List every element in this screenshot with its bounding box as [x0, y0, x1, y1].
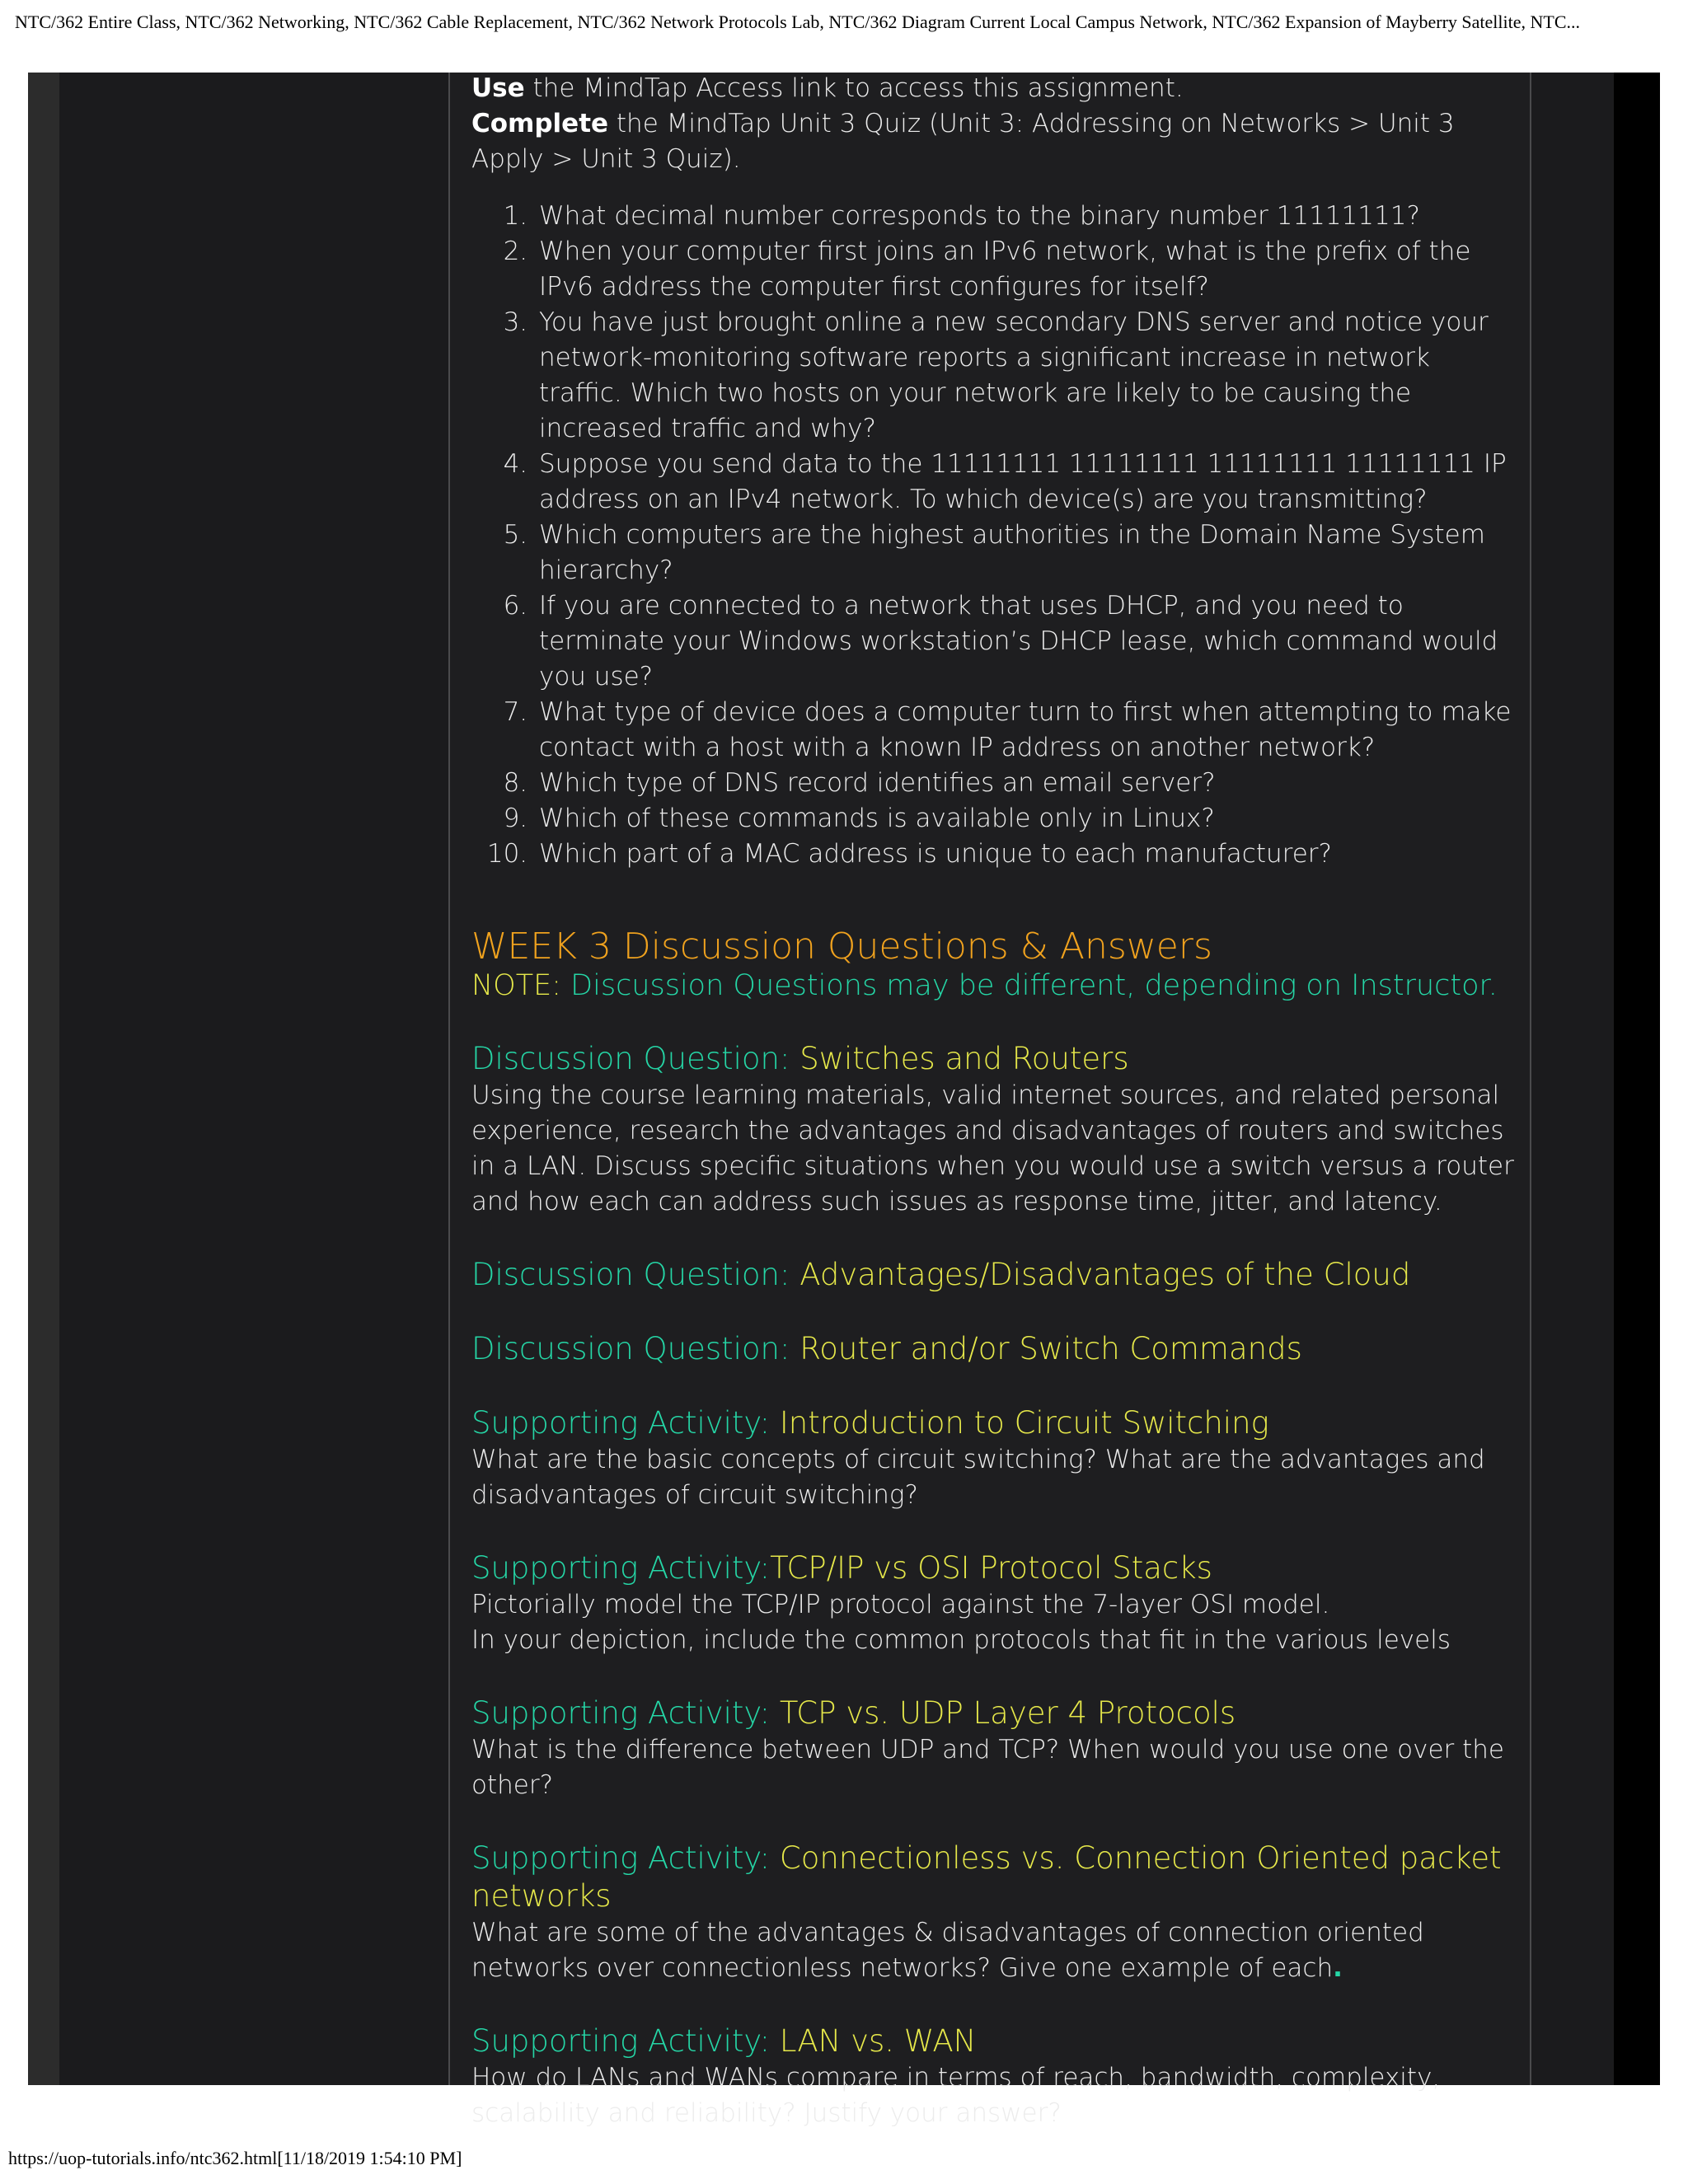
section-title[interactable] — [471, 1694, 1518, 1732]
print-footer: https://uop-tutorials.info/ntc362.html[11/18/2019 1:54:10 PM] — [8, 2148, 462, 2168]
intro-complete-bold: Complete — [471, 109, 609, 138]
section-kind: Supporting Activity: — [471, 1550, 771, 1586]
section-title[interactable] — [471, 1040, 1518, 1078]
section-body: Pictorially model the TCP/IP protocol against the 7-layer OSI model. — [471, 1590, 1330, 1619]
intro-use-bold: Use — [471, 73, 525, 103]
section-body: What is the difference between UDP and TCP? When would you use one over the other? — [471, 1735, 1505, 1800]
section-title[interactable] — [471, 1840, 1518, 1915]
article-content — [471, 71, 1518, 2131]
note-text: Discussion Questions may be different, depending on Instructor. — [561, 969, 1498, 1002]
section-router-commands — [471, 1330, 1518, 1368]
section-body-line2: In your depiction, include the common protocols that fit in the various levels — [471, 1625, 1451, 1655]
week-heading: WEEK 3 Discussion Questions & Answers — [471, 926, 1212, 968]
list-item: 2. When your computer first joins an IPv6 network, what is the prefix of the IPv6 address the computer first configures for itself? — [536, 234, 1518, 305]
section-tcp-udp — [471, 1694, 1518, 1803]
section-body: What are the basic concepts of circuit switching? What are the advantages and disadvantages of circuit switching? — [471, 1445, 1485, 1510]
quiz-question-list — [471, 199, 1518, 872]
accent-dot: . — [1333, 1953, 1343, 1983]
section-link[interactable]: LAN vs. WAN — [779, 2023, 977, 2059]
section-title[interactable] — [471, 2022, 1518, 2060]
list-item: 1. What decimal number corresponds to the binary number 11111111? — [536, 199, 1518, 234]
list-item: 10. Which part of a MAC address is unique to each manufacturer? — [536, 837, 1518, 872]
intro-complete-text: the MindTap Unit 3 Quiz (Unit 3: Addressing on Networks > Unit 3 Apply > Unit 3 Quiz). — [471, 109, 1455, 174]
section-link[interactable]: Switches and Routers — [799, 1041, 1129, 1076]
section-link[interactable]: Router and/or Switch Commands — [799, 1331, 1302, 1366]
section-connectionless — [471, 1840, 1518, 1986]
section-lan-wan — [471, 2022, 1518, 2131]
left-sidebar-panel — [59, 73, 448, 2085]
list-item: 4. Suppose you send data to the 11111111 11111111 11111111 11111111 IP address on an IPv4 network. To which device(s) are you transmitting? — [536, 447, 1518, 518]
section-body — [471, 1915, 1518, 1986]
section-title[interactable] — [471, 1330, 1518, 1368]
section-link[interactable]: Connectionless vs. Connection Oriented packet networks — [471, 1840, 1502, 1914]
section-kind: Supporting Activity: — [471, 2023, 780, 2059]
section-link[interactable]: Introduction to Circuit Switching — [779, 1405, 1269, 1441]
left-border-band — [28, 73, 59, 2085]
section-circuit-switching — [471, 1404, 1518, 1513]
section-title[interactable] — [471, 1549, 1518, 1587]
list-item: 8. Which type of DNS record identifies an email server? — [536, 766, 1518, 801]
print-header: NTC/362 Entire Class, NTC/362 Networking, NTC/362 Cable Replacement, NTC/362 Network Protocols Lab, NTC/362 Diagram Current Local Campus Network, NTC/362 Expansion of Mayberry Satellite, NTC... — [15, 12, 1581, 32]
list-item: 3. You have just brought online a new secondary DNS server and notice your network-monitoring software reports a significant increase in network traffic. Which two hosts on your network are likely to be causing the increased traffic and why? — [536, 305, 1518, 447]
section-title[interactable] — [471, 1256, 1518, 1294]
section-kind: Supporting Activity: — [471, 1405, 780, 1441]
section-switches-routers — [471, 1040, 1518, 1220]
section-body: Using the course learning materials, valid internet sources, and related personal experience, research the advantages and disadvantages of routers and switches in a LAN. Discuss specific situations when you would use a switch versus a router and how each can address such issues as response time, jitter, and latency. — [471, 1080, 1514, 1216]
intro-complete — [471, 106, 1518, 177]
list-item: 9. Which of these commands is available only in Linux? — [536, 801, 1518, 837]
section-link[interactable]: Advantages/Disadvantages of the Cloud — [799, 1257, 1411, 1292]
section-kind: Discussion Question: — [471, 1041, 800, 1076]
list-item: 5. Which computers are the highest authorities in the Domain Name System hierarchy? — [536, 518, 1518, 588]
section-kind: Discussion Question: — [471, 1331, 800, 1366]
section-link[interactable]: TCP/IP vs OSI Protocol Stacks — [770, 1550, 1212, 1586]
section-tcpip-osi — [471, 1549, 1518, 1658]
section-body-text: What are some of the advantages & disadvantages of connection oriented networks over connectionless networks? Give one example of each — [471, 1918, 1424, 1983]
list-item: 6. If you are connected to a network that uses DHCP, and you need to terminate your Windows workstation’s DHCP lease, which command would you use? — [536, 588, 1518, 695]
section-kind: Supporting Activity: — [471, 1695, 780, 1731]
right-sidebar-panel — [1531, 73, 1614, 2085]
section-cloud — [471, 1256, 1518, 1294]
section-kind: Discussion Question: — [471, 1257, 800, 1292]
instructor-note — [471, 968, 1518, 1004]
section-body: How do LANs and WANs compare in terms of reach, bandwidth, complexity, scalability and reliability? Justify your answer? — [471, 2063, 1441, 2128]
intro-use — [471, 71, 1518, 106]
list-item: 7. What type of device does a computer turn to first when attempting to make contact with a host with a known IP address on another network? — [536, 695, 1518, 766]
intro-use-text: the MindTap Access link to access this assignment. — [524, 73, 1184, 103]
section-kind: Supporting Activity: — [471, 1840, 780, 1876]
section-title[interactable] — [471, 1404, 1518, 1442]
section-link[interactable]: TCP vs. UDP Layer 4 Protocols — [779, 1695, 1236, 1731]
note-label: NOTE: — [471, 969, 562, 1002]
